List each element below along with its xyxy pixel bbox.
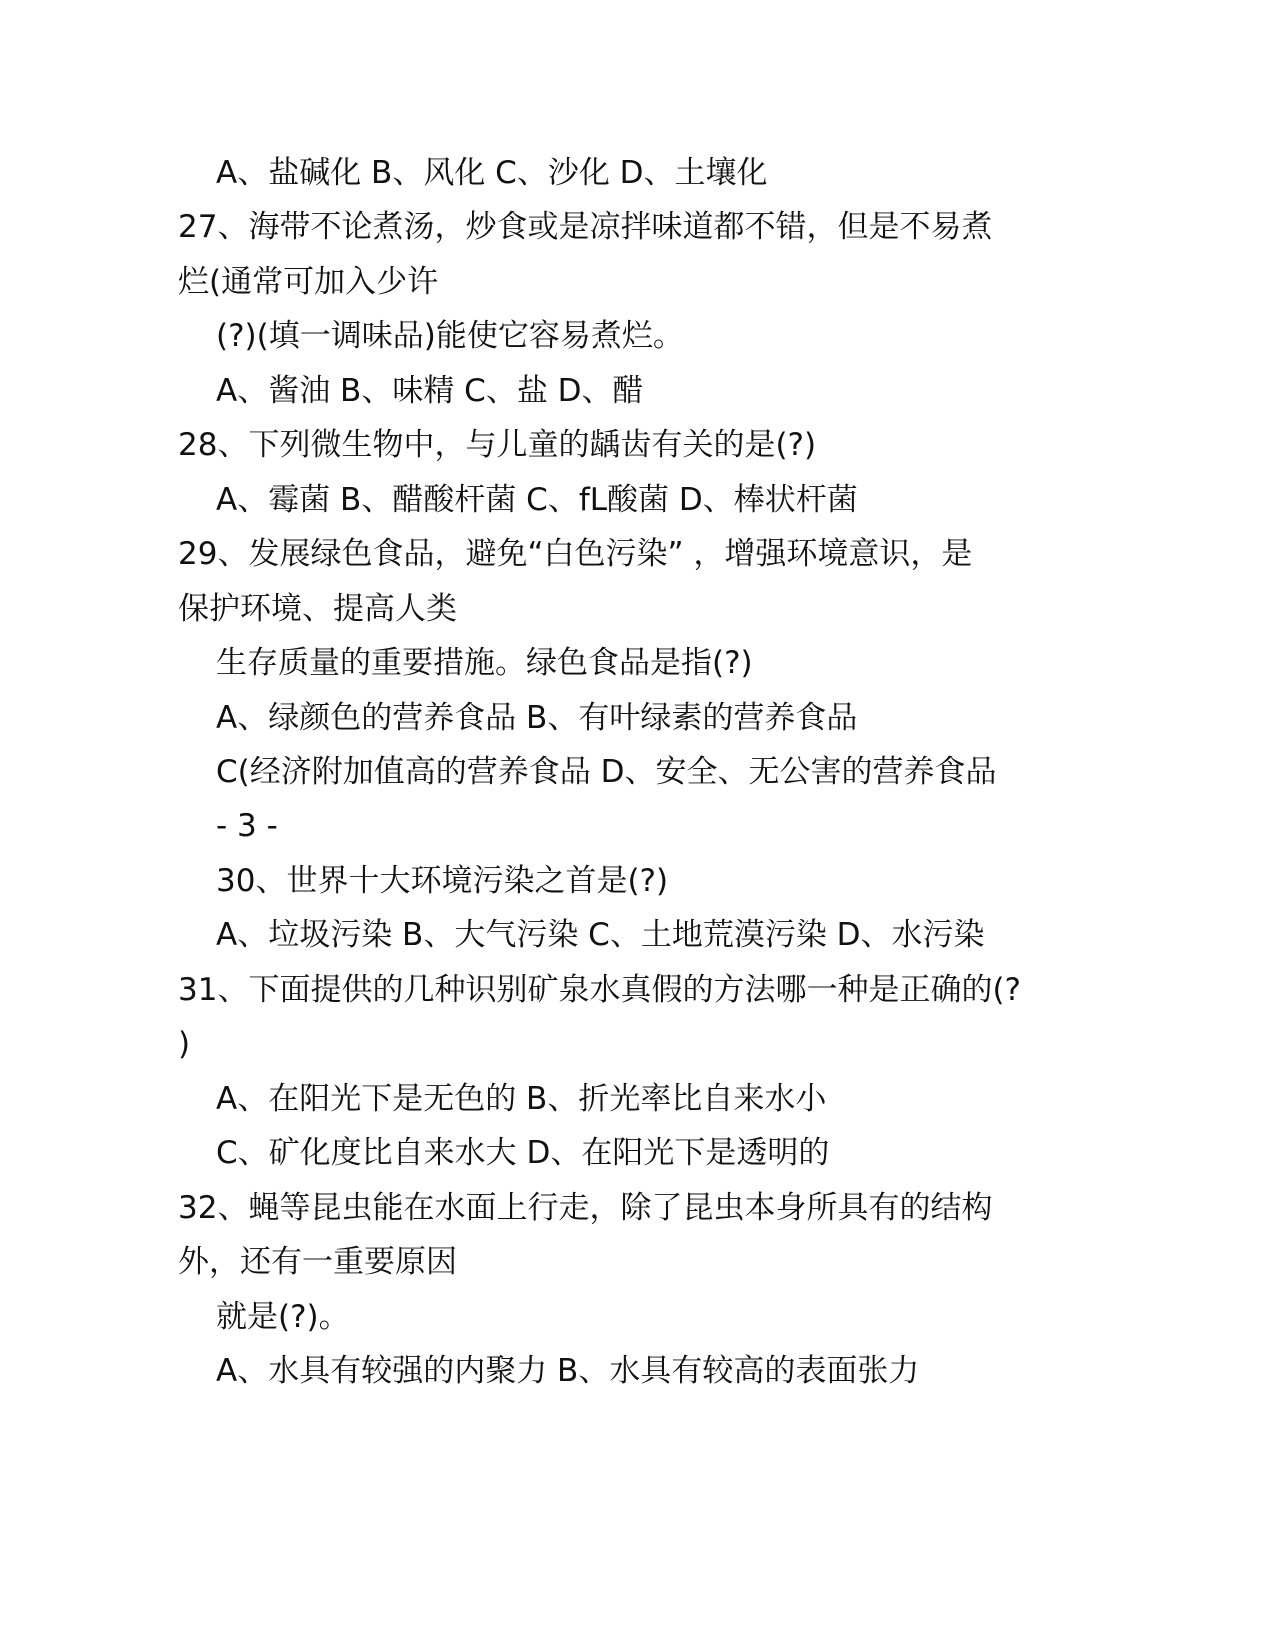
q31-stem-line2: ) [178,1026,191,1062]
page-number: - 3 - [216,808,278,844]
q31-options-cd: C、矿化度比自来水大 D、在阳光下是透明的 [216,1135,830,1171]
q31-options-ab: A、在阳光下是无色的 B、折光率比自来水小 [216,1081,827,1117]
q29-options-cd: C(经济附加值高的营养食品 D、安全、无公害的营养食品 [216,754,997,790]
q27-options: A、酱油 B、味精 C、盐 D、醋 [216,373,644,409]
q28-options: A、霉菌 B、醋酸杆菌 C、fL酸菌 D、棒状杆菌 [216,482,858,518]
q29-stem-line2: 保护环境、提高人类 [178,591,457,627]
q32-stem-line3: 就是(?)。 [216,1299,350,1335]
q29-stem-line3: 生存质量的重要措施。绿色食品是指(?) [216,645,753,681]
q32-options-ab: A、水具有较强的内聚力 B、水具有较高的表面张力 [216,1353,920,1389]
q29-stem-line1: 29、发展绿色食品，避免“白色污染” ，增强环境意识，是 [178,536,973,572]
q29-options-ab: A、绿颜色的营养食品 B、有叶绿素的营养食品 [216,700,858,736]
q32-stem-line1: 32、蝇等昆虫能在水面上行走，除了昆虫本身所具有的结构 [178,1190,993,1226]
q27-stem-line2: 烂(通常可加入少许 [178,264,439,300]
q28-stem: 28、下列微生物中，与儿童的龋齿有关的是(?) [178,427,817,463]
q32-stem-line2: 外，还有一重要原因 [178,1244,457,1280]
q30-stem: 30、世界十大环境污染之首是(?) [216,863,669,899]
q27-stem-line1: 27、海带不论煮汤，炒食或是凉拌味道都不错，但是不易煮 [178,209,993,245]
q31-stem-line1: 31、下面提供的几种识别矿泉水真假的方法哪一种是正确的(? [178,972,1021,1008]
q27-stem-line3: (?)(填一调味品)能使它容易煮烂。 [216,318,684,354]
q30-options: A、垃圾污染 B、大气污染 C、土地荒漠污染 D、水污染 [216,917,985,953]
q26-options: A、盐碱化 B、风化 C、沙化 D、土壤化 [216,155,768,191]
